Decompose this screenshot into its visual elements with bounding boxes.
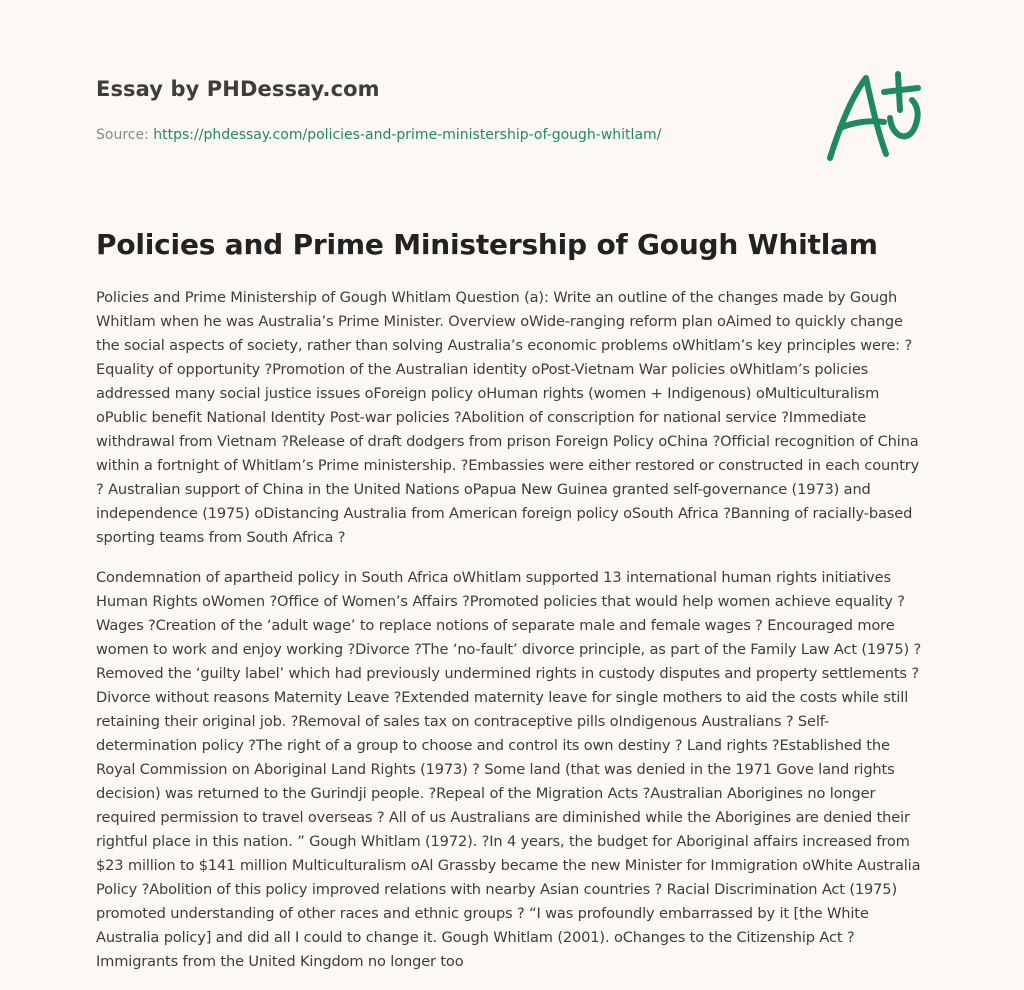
essay-paragraph: Condemnation of apartheid policy in South Africa oWhitlam supported 13 international human rights initiatives Human Rights oWomen ?Office of Women’s Affairs ?Promoted policies that would help women achieve equality ? Wages ?Creation of the ‘adult wage’ to replace notions of separate male and female wages ? Encouraged more women to work and enjoy working ?Divorce ?The ‘no-fault’ divorce principle, as part of the Family Law Act (1975) ? Removed the ‘guilty label’ which had previously undermined rights in custody disputes and property settlements ? Divorce without reasons Maternity Leave ?Extended maternity leave for single mothers to aid the costs while still retaining their original job. ?Removal of sales tax on contraceptive pills oIndigenous Australians ? Self-determination policy ?The right of a group to choose and control its own destiny ? Land rights ?Established the Royal Commission on Aboriginal Land Rights (1973) ? Some land (that was denied in the 1971 Gove land rights decision) was returned to the Gurindji people. ?Repeal of the Migration Acts ?Australian Aborigines no longer required permission to travel overseas ? All of us Australians are diminished while the Aborigines are denied their rightful place in this nation. ” Gough Whitlam (1972). ?In 4 years, the budget for Aboriginal affairs increased from $23 million to $141 million Multiculturalism oAl Grassby became the new Minister for Immigration oWhite Australia Policy ?Abolition of this policy improved relations with nearby Asian countries ? Racial Discrimination Act (1975) promoted understanding of other races and ethnic groups ? “I was profoundly embarrassed by it [the White Australia policy] and did all I could to change it. Gough Whitlam (2001). oChanges to the Citizenship Act ?Immigrants from the United Kingdom no longer too (96, 569, 922, 970)
source-line (96, 125, 796, 145)
essay-paragraph: Policies and Prime Ministership of Gough Whitlam Question (a): Write an outline of the changes made by Gough Whitlam when he was Australia’s Prime Minister. Overview oWide-ranging reform plan oAimed to quickly change the social aspects of society, rather than solving Australia’s economic problems oWhitlam’s key principles were: ?Equality of opportunity ?Promotion of the Australian identity oPost-Vietnam War policies oWhitlam’s policies addressed many social justice issues oForeign policy oHuman rights (women + Indigenous) oMulticulturalism oPublic benefit National Identity Post-war policies ?Abolition of conscription for national service ?Immediate withdrawal from Vietnam ?Release of draft dodgers from prison Foreign Policy oChina ?Official recognition of China within a fortnight of Whitlam’s Prime ministership. ?Embassies were either restored or constructed in each country ? Australian support of China in the United Nations oPapua New Guinea granted self-governance (1973) and independence (1975) oDistancing Australia from American foreign policy oSouth Africa ?Banning of racially-based sporting teams from South Africa ? (96, 289, 920, 546)
source-link[interactable]: https://phdessay.com/policies-and-prime-ministership-of-gough-whitlam/ (153, 127, 662, 143)
page-title: Policies and Prime Ministership of Gough Whitlam (96, 228, 878, 261)
page-header (96, 74, 796, 145)
source-label: Source: (96, 127, 149, 143)
a-plus-logo-icon (820, 66, 930, 166)
essay-body (96, 286, 929, 990)
site-brand: Essay by PHDessay.com (96, 77, 380, 101)
